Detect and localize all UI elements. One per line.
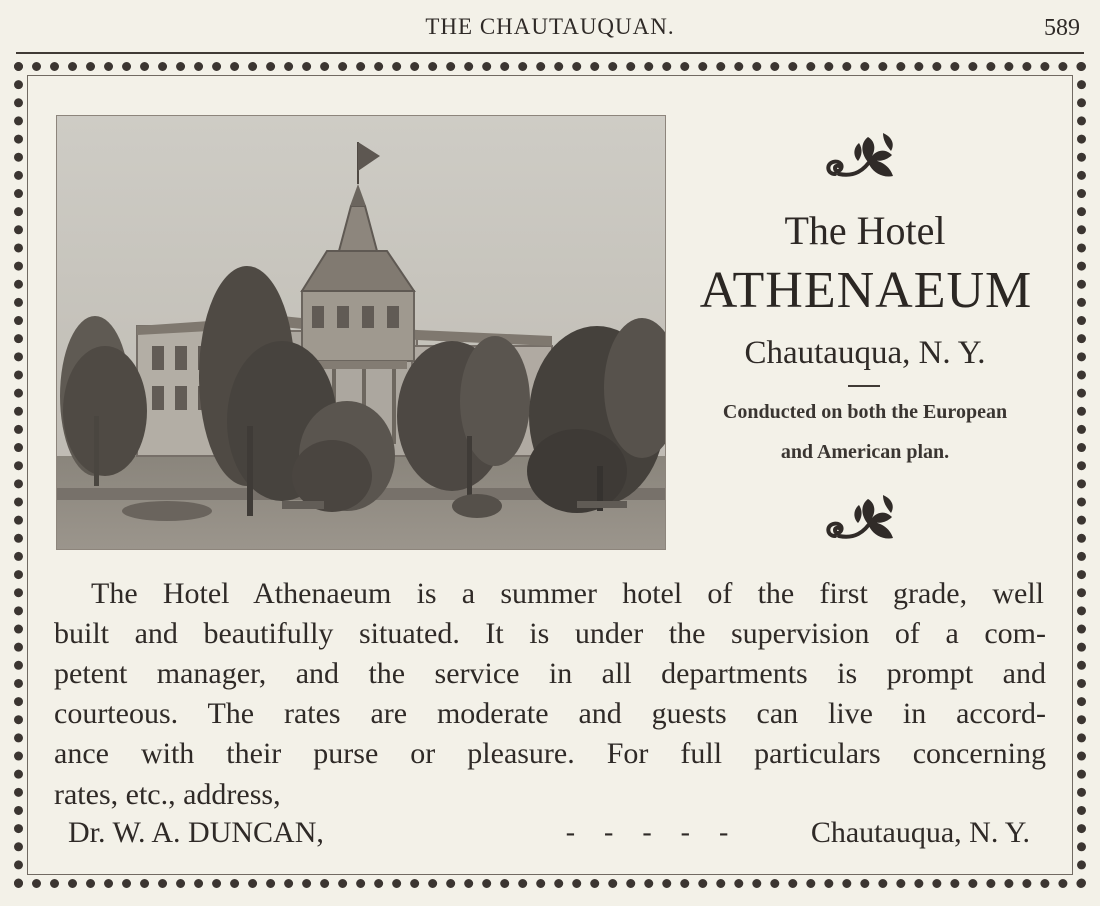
ornament-bottom [823, 489, 905, 551]
advertisement-body-line: rates, etc., address, [54, 778, 281, 811]
hotel-photograph [56, 115, 666, 550]
advertisement-body-line: petent manager, and the service in all departments is prompt and [54, 657, 1046, 690]
leaf-scroll-ornament-icon [823, 127, 905, 189]
hotel-location: Chautauqua, N. Y. [744, 335, 986, 371]
location-divider [848, 385, 880, 387]
running-head [0, 10, 1100, 44]
hotel-photograph-drawing [57, 116, 665, 549]
page-number: 589 [1044, 15, 1080, 41]
plan-line: and American plan. [780, 441, 950, 463]
advertisement-body-line: ance with their purse or pleasure. For full particulars concerning [54, 737, 1046, 770]
advertisement-body-line: The Hotel Athenaeum is a summer hotel of the first grade, well [91, 577, 1044, 610]
signature-line [68, 812, 1030, 854]
hotel-prefix: The Hotel [784, 208, 946, 253]
advertisement-body-line: courteous. The rates are moderate and guests can live in accord- [54, 697, 1046, 730]
plan-line: Conducted on both the European [722, 401, 1008, 423]
leaf-scroll-ornament-icon [823, 489, 905, 551]
signature-place: Chautauqua, N. Y. [810, 816, 1030, 849]
advertisement-body-line: built and beautifully situated. It is under the supervision of a com- [54, 617, 1046, 650]
ornament-top [823, 127, 905, 189]
header-rule [16, 52, 1084, 54]
running-title: THE CHAUTAUQUAN. [425, 14, 675, 39]
hotel-name: ATHENAEUM [699, 262, 1033, 319]
signature-name: Dr. W. A. DUNCAN, [68, 816, 324, 849]
signature-leader-dashes: - - - - - [565, 817, 729, 848]
